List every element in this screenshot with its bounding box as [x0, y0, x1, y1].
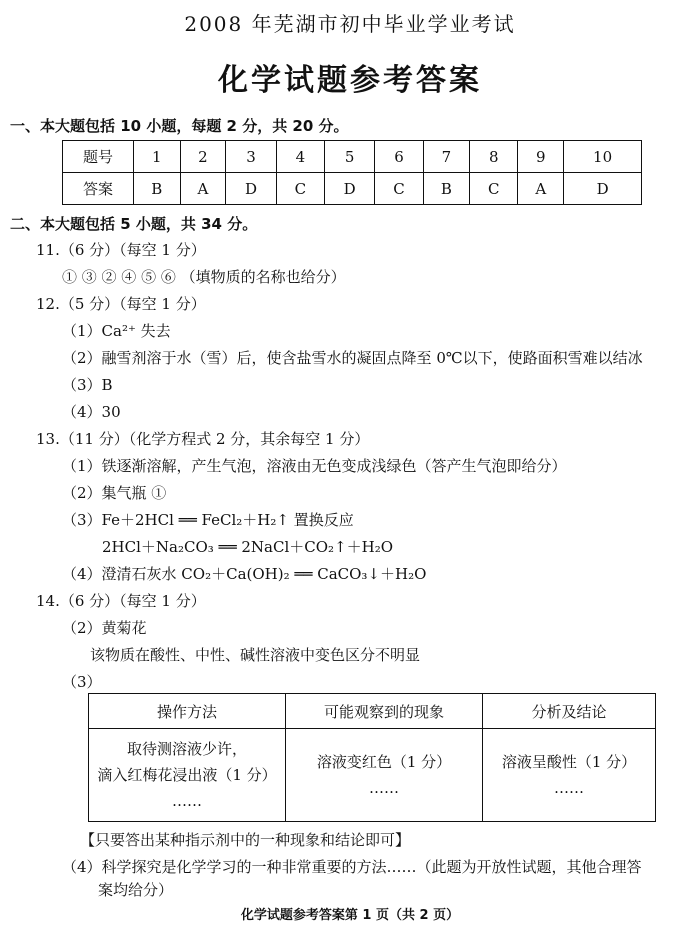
question-number: 3: [226, 141, 276, 173]
q12-part2: （2）融雪剂溶于水（雪）后，使含盐雪水的凝固点降至 0℃以下，使路面积雪难以结冰: [62, 349, 643, 367]
cell-text: 溶液变红色（1 分）: [316, 753, 452, 771]
page-footer: 化学试题参考答案第 1 页（共 2 页）: [240, 908, 460, 923]
q13-part1: （1）铁逐渐溶解，产生气泡，溶液由无色变成浅绿色（答产生气泡即给分）: [62, 457, 567, 475]
exam-title: 2008 年芜湖市初中毕业学业考试: [184, 12, 516, 36]
question-number: 2: [180, 141, 226, 173]
q12-part4: （4）30: [62, 403, 121, 421]
cell-text: 溶液呈酸性（1 分）: [501, 753, 637, 771]
answer-cell: D: [564, 173, 642, 205]
q13-part3-equation2: 2HCl＋Na₂CO₃ ══ 2NaCl＋CO₂↑＋H₂O: [102, 538, 393, 556]
q13-heading: 13.（11 分）（化学方程式 2 分，其余每空 1 分）: [36, 430, 370, 448]
cell-text: 滴入红梅花浸出液（1 分）: [97, 766, 277, 784]
answer-cell: A: [518, 173, 564, 205]
q14-part4-line2: 案均给分）: [98, 881, 174, 899]
answer-cell: D: [324, 173, 374, 205]
answer-cell: D: [226, 173, 276, 205]
answer-cell: C: [276, 173, 324, 205]
question-number: 1: [134, 141, 181, 173]
q14-part2: （2）黄菊花: [62, 619, 147, 637]
operation-cell: [89, 729, 286, 822]
column-header: 分析及结论: [483, 694, 656, 729]
column-header: 可能观察到的现象: [286, 694, 483, 729]
q13-part2: （2）集气瓶 ①: [62, 484, 167, 502]
section1-heading: 一、本大题包括 10 小题，每题 2 分，共 20 分。: [10, 117, 349, 135]
q13-part3-equation1: （3）Fe＋2HCl ══ FeCl₂＋H₂↑ 置换反应: [62, 511, 354, 529]
cell-text: ……: [172, 792, 202, 810]
q14-part2-explanation: 该物质在酸性、中性、碱性溶液中变色区分不明显: [90, 646, 421, 664]
conclusion-cell: [483, 729, 656, 822]
grading-note: 【只要答出某种指示剂中的一种现象和结论即可】: [80, 831, 411, 849]
phenomenon-cell: [286, 729, 483, 822]
answer-cell: B: [423, 173, 470, 205]
question-number: 9: [518, 141, 564, 173]
section2-heading: 二、本大题包括 5 小题，共 34 分。: [10, 215, 258, 233]
answer-table: [62, 140, 642, 205]
q14-part4-line1: （4）科学探究是化学学习的一种非常重要的方法……（此题为开放性试题，其他合理答: [62, 858, 642, 876]
q12-heading: 12.（5 分）（每空 1 分）: [36, 295, 206, 313]
question-number-row: [63, 141, 642, 173]
cell-text: 取待测溶液少许，: [126, 740, 247, 758]
experiment-table: [88, 693, 656, 822]
q14-heading: 14.（6 分）（每空 1 分）: [36, 592, 206, 610]
question-number: 10: [564, 141, 642, 173]
q12-part1: （1）Ca²⁺ 失去: [62, 322, 171, 340]
q13-part4: （4）澄清石灰水 CO₂＋Ca(OH)₂ ══ CaCO₃↓＋H₂O: [62, 565, 427, 583]
q12-part3: （3）B: [62, 376, 113, 394]
question-number: 5: [324, 141, 374, 173]
question-number: 6: [375, 141, 423, 173]
column-header: 操作方法: [89, 694, 286, 729]
question-number: 7: [423, 141, 470, 173]
q11-heading: 11.（6 分）（每空 1 分）: [36, 241, 206, 259]
experiment-table-header: [89, 694, 656, 729]
answer-cell: C: [470, 173, 518, 205]
answer-cell: B: [134, 173, 181, 205]
q11-answer: ① ③ ② ④ ⑤ ⑥ （填物质的名称也给分）: [62, 268, 346, 286]
cell-text: ……: [554, 779, 584, 797]
answer-key-title: 化学试题参考答案: [218, 63, 482, 98]
question-number: 4: [276, 141, 324, 173]
answer-cell: A: [180, 173, 226, 205]
row-label-answer: 答案: [63, 173, 134, 205]
cell-text: ……: [369, 779, 399, 797]
experiment-table-row: [89, 729, 656, 822]
question-number: 8: [470, 141, 518, 173]
answer-cell: C: [375, 173, 423, 205]
row-label-number: 题号: [63, 141, 134, 173]
answer-row: [63, 173, 642, 205]
q14-part3: （3）: [62, 673, 102, 691]
